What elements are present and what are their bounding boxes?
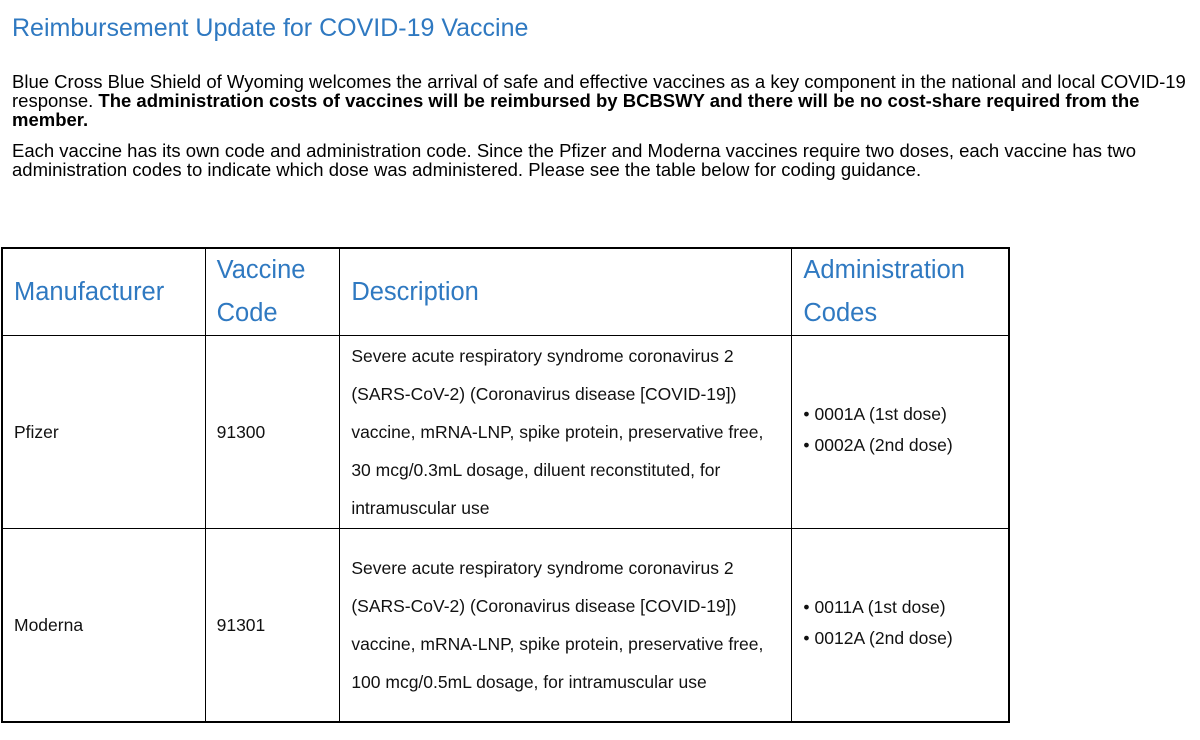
header-description: Description [340,248,792,336]
vaccine-codes-table [1,247,1010,723]
header-vaccine-code-line2: Code [216,299,278,327]
intro-text: Blue Cross Blue Shield of Wyoming welcomes the arrival of safe and effective vaccines as a key component in the national and local COVID-19 response. [12,71,1186,111]
header-administration-codes [792,248,1009,336]
admin-code: 0001A (1st dose) [814,404,947,424]
guidance-paragraph: Each vaccine has its own code and administration code. Since the Pfizer and Moderna vaccines require two doses, each vaccine has two administration codes to indicate which dose was administered. Please see the table below for coding guidance. [12,140,1136,180]
intro-bold-text: The administration costs of vaccines will be reimbursed by BCBSWY and there will be no cost-share required from the member. [12,90,1140,130]
table-header-row [2,248,1009,336]
list-item [803,592,997,623]
document-page [12,0,1192,179]
intro-paragraph [12,72,1192,129]
page-title: Reimbursement Update for COVID-19 Vaccine [12,14,529,42]
cell-administration-codes [792,529,1009,723]
cell-vaccine-code: 91300 [205,336,340,529]
header-vaccine-code-line1: Vaccine [216,256,306,284]
list-item [803,399,997,430]
cell-administration-codes [792,336,1009,529]
admin-codes-list [803,399,997,461]
admin-code: 0012A (2nd dose) [814,628,953,648]
bullet-icon: • [803,628,810,648]
bullet-icon: • [803,435,810,455]
table-row [2,336,1009,529]
admin-code: 0011A (1st dose) [814,597,946,617]
cell-description: Severe acute respiratory syndrome coronavirus 2 (SARS-CoV-2) (Coronavirus disease [COVID-19]) vaccine, mRNA-LNP, spike protein, preservative free, 30 mcg/0.3mL dosage, diluent reconstituted, for intramuscular use [340,336,792,529]
header-admin-codes-line2: Codes [803,299,878,327]
admin-codes-list [803,592,997,654]
admin-code: 0002A (2nd dose) [814,435,953,455]
cell-manufacturer: Moderna [2,529,205,723]
bullet-icon: • [803,404,810,424]
table-row [2,529,1009,723]
header-admin-codes-line1: Administration [803,256,965,284]
cell-vaccine-code: 91301 [205,529,340,723]
header-vaccine-code [205,248,340,336]
bullet-icon: • [803,597,810,617]
list-item [803,623,997,654]
list-item [803,430,997,461]
header-manufacturer: Manufacturer [2,248,205,336]
cell-manufacturer: Pfizer [2,336,205,529]
cell-description: Severe acute respiratory syndrome coronavirus 2 (SARS-CoV-2) (Coronavirus disease [COVID-19]) vaccine, mRNA-LNP, spike protein, preservative free, 100 mcg/0.5mL dosage, for intramuscular use [340,529,792,723]
